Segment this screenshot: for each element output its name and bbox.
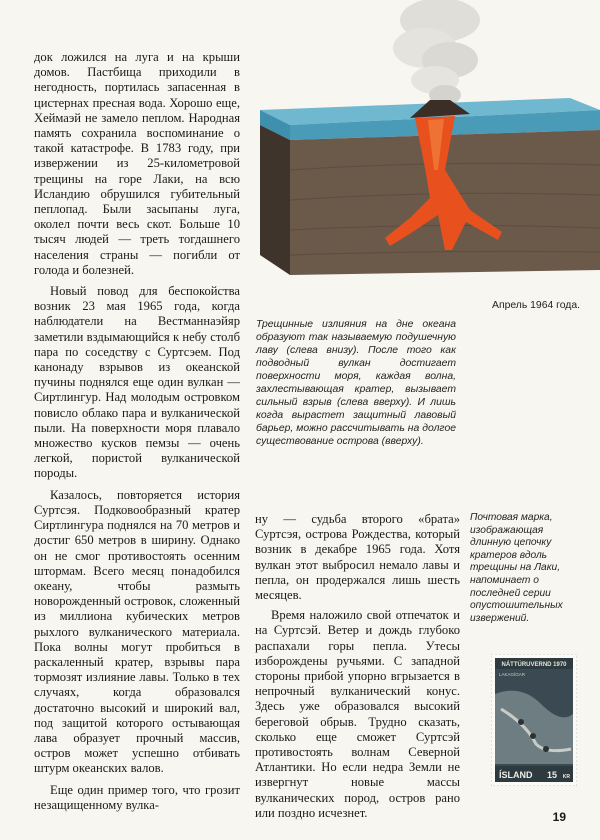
- paragraph: Время наложило свой отпечаток и на Суртсэй. Ветер и дождь глубоко распахали горы пепла. Утесы изборождены ручьями. С западной стороны прибой упорно вгрызается в непрочный вулканический конус. Здесь уже образовался высокий береговой обрыв. Трудно сказать, сколько еще сможет Суртсэй противостоять волнам Северной Атлантики. Но если недра Земли не извергнут новые массы вулканических пород, остров рано или поздно исчезнет.: [255, 608, 460, 820]
- paragraph: Казалось, повторяется история Суртсэя. Подковообразный кратер Сиртлингура поднялся на 70 метров и достиг 650 метров в ширину. Однако он не смог противостоять осенним штормам. Всего месяц понадобился океану, чтобы размыть новорожденный островок, сложенный из миллиона кубических метров рыхлого вулканического материала. Пока волны могут пробиться в раскаленный кратер, взрывы пара тормозят излияние лавы. Только в тех случаях, когда образовался достаточно высокий и широкий вал, под защитой которого остывающая лава образует прочный массив, остров может успешно отбивать штурм океанских валов.: [34, 487, 240, 776]
- stamp-caption: Почтовая марка, изображающая длинную цепочку кратеров вдоль трещины на Лаки, напоминает о последней серии опустошительных извержений.: [470, 512, 563, 624]
- illustration-caption: Трещинные излияния на дне океана образуют так называемую подушечную лаву (слева внизу). После того как подводный вулкан достигает поверхности моря, каждая волна, захлестывающая кратер, вызывает сильный взрыв (слева вверху). И лишь когда вырастет защитный лавовый барьер, можно рассчитывать на долгое существование острова (вверху).: [256, 319, 456, 447]
- paragraph: Новый повод для беспокойства возник 23 мая 1965 года, когда наблюдатели на Вестманнаэйяр заметили вздымающийся к небу столб пара по соседству с Суртсэем. Под канонаду взрывов из океанской пучины поднялся еще один вулкан — Сиртлингур. Над молодым островком повисло облако пара и вулканической пыли. На поверхности моря плавало множество кусков пемзы — очень легкой, пористой вулканической породы.: [34, 284, 240, 481]
- steam-plume: [393, 0, 480, 105]
- postage-stamp: [491, 654, 577, 786]
- paragraph: ну — судьба второго «брата» Суртсэя, острова Рождества, который возник в декабре 1965 года. Хотя вулкан этот выбросил немало лавы и пепла, он продержался лишь шесть месяцев.: [255, 512, 460, 603]
- paragraph: Еще один пример того, что грозит незащищенному вулка-: [34, 782, 240, 812]
- illustration-date-caption: Апрель 1964 года.: [492, 300, 580, 311]
- paragraph: док ложился на луга и на крыши домов. Пастбища приходили в негодность, портилась запасенная в цистернах пресная вода. Хорошо еще, Хеймаэй не замело пеплом. Народная память сохранила воспоминание о такой катастрофе. В 1783 году, при извержении из 25-километровой трещины на горе Лаки, на всю Исландию обрушился губительный пеплопад. Были засыпаны луга, околел почти весь скот. Больше 10 тысяч людей — треть тогдашнего населения страны — погибли от голода и болезней.: [34, 50, 240, 277]
- stamp-subtitle: LAKAGÍGAR: [499, 672, 526, 677]
- stamp-header: NÁTTÚRUVERND 1970: [501, 662, 567, 668]
- stamp-currency: KR: [562, 774, 570, 780]
- left-text-column: [34, 50, 240, 819]
- stamp-value: 15: [546, 770, 557, 780]
- stamp-country: ÍSLAND: [499, 770, 533, 780]
- page-number: 19: [552, 810, 566, 824]
- volcano-cross-section-illustration: [240, 0, 600, 300]
- middle-text-column: [255, 512, 460, 826]
